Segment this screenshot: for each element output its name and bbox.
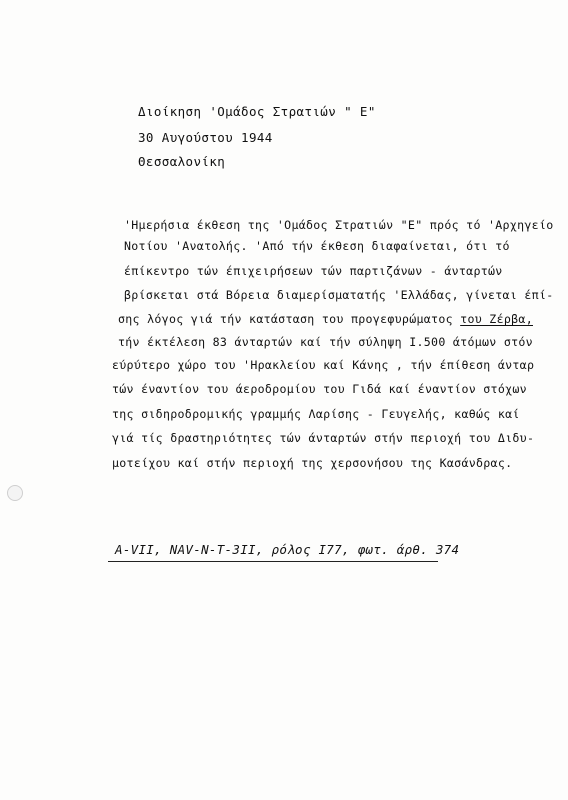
archive-reference: A-VII, NAV-N-T-3II, ρόλος I77, φωτ. άρθ. 374 [115,542,460,557]
body-line: της σιδηροδρομικής γραμμής Λαρίσης - Γευγελής, καθώς καί [112,407,520,421]
header-date: 30 Αυγούστου 1944 [138,130,273,145]
body-line: 'Ημερήσια έκθεση της 'Ομάδος Στρατιών "Ε" πρός τό 'Αρχηγείο [124,218,554,232]
body-line: γιά τίς δραστηριότητες τών άνταρτών στήν περιοχή του Διδυ- [112,431,535,445]
header-place: Θεσσαλονίκη [138,154,226,169]
body-line: τήν έκτέλεση 83 άνταρτών καί τήν σύληψη I.500 άτόμων στόν [118,335,533,349]
reference-underline [108,561,438,562]
underlined-name: του Ζέρβα, [460,312,533,326]
body-line: τών έναντίον του άεροδρομίου του Γιδά καί έναντίον στόχων [112,382,527,396]
header-command: Διοίκηση 'Ομάδος Στρατιών " Ε" [138,104,376,119]
body-line: έπίκεντρο τών έπιχειρήσεων τών παρτιζάνων - άνταρτών [124,264,503,278]
body-line [118,312,533,326]
binder-hole [7,485,23,501]
body-line: Νοτίου 'Ανατολής. 'Από τήν έκθεση διαφαίνεται, ότι τό [124,239,510,253]
body-line-text: σης λόγος γιά τήν κατάσταση του προγεφυρώματος [118,312,461,326]
body-line: βρίσκεται στά Βόρεια διαμερίσματατής 'Ελλάδας, γίνεται έπί- [124,288,554,302]
body-line: εύρύτερο χώρο του 'Ηρακλείου καί Κάνης , τήν έπίθεση άνταρ [112,358,535,372]
body-line: μοτείχου καί στήν περιοχή της χερσονήσου της Κασάνδρας. [112,456,513,470]
